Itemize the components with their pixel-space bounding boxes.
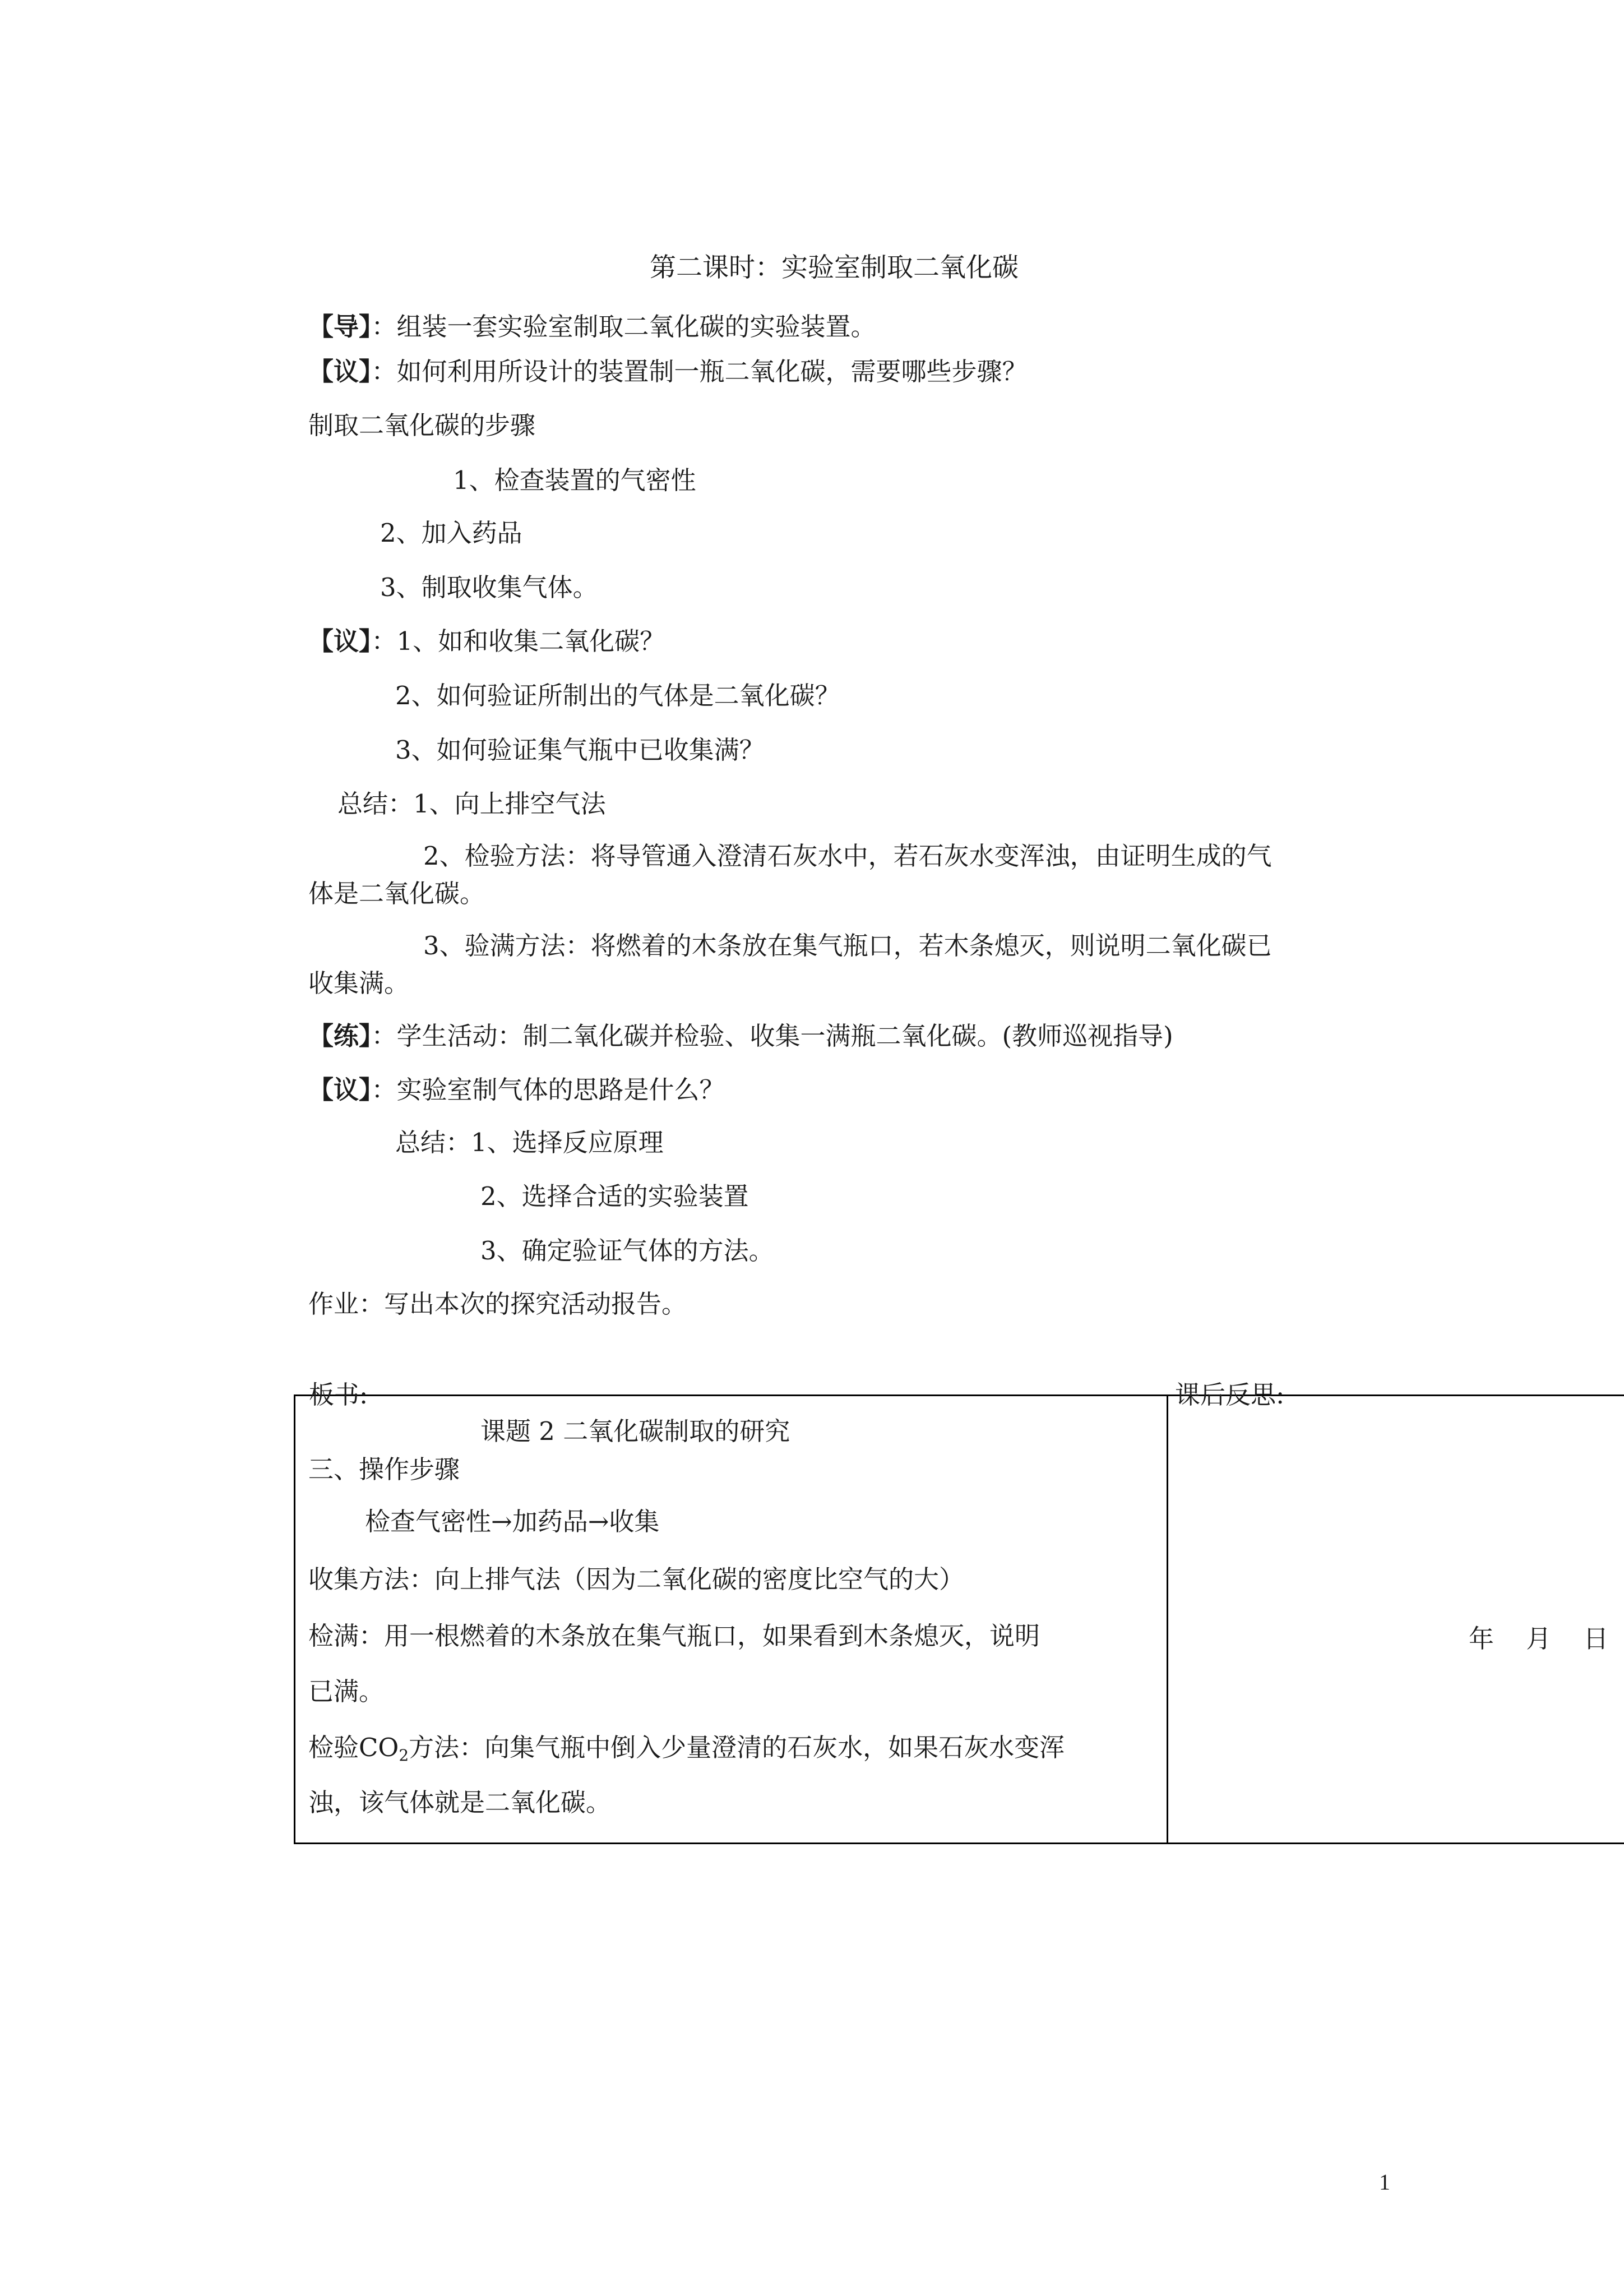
page-title: 第二课时：实验室制取二氧化碳 [650, 252, 1019, 283]
idea-summary-3: 3、确定验证气体的方法。 [480, 1236, 774, 1266]
practice-line [308, 1019, 1173, 1053]
table-divider [1167, 1394, 1168, 1843]
co2-subscript: 2 [399, 1746, 409, 1765]
board-header [309, 1380, 421, 1412]
co2-prefix: 检验CO [308, 1733, 399, 1762]
summary-2-line2: 体是二氧化碳。 [308, 879, 485, 908]
summary-3-line1: 3、验满方法：将燃着的木条放在集气瓶口，若木条熄灭，则说明二氧化碳已 [423, 931, 1272, 961]
practice-text: ：学生活动：制二氧化碳并检验、收集一满瓶二氧化碳。(教师巡视指导) [371, 1021, 1173, 1051]
discussion-line-3 [308, 1073, 725, 1107]
question-3: 3、如何验证集气瓶中已收集满？ [395, 735, 765, 765]
discussion-line-2 [308, 625, 665, 658]
steps-heading: 制取二氧化碳的步骤 [308, 410, 536, 440]
guide-text: ：组装一套实验室制取二氧化碳的实验装置。 [371, 312, 876, 341]
discussion-text: ：如何利用所设计的装置制一瓶二氧化碳，需要哪些步骤？ [371, 357, 1028, 386]
summary-2-line1: 2、检验方法：将导管通入澄清石灰水中，若石灰水变浑浊，由证明生成的气 [423, 841, 1272, 871]
board-collect: 收集方法：向上排气法（因为二氧化碳的密度比空气的大） [308, 1564, 965, 1594]
idea-summary-1: 总结：1、选择反应原理 [395, 1128, 664, 1157]
homework: 作业：写出本次的探究活动报告。 [308, 1289, 687, 1319]
question-2: 2、如何验证所制出的气体是二氧化碳？ [395, 681, 840, 710]
guide-line [308, 310, 876, 344]
board-steps: 检查气密性→加药品→收集 [365, 1507, 660, 1536]
step-3: 3、制取收集气体。 [380, 572, 598, 602]
reflection-header-text: 课后反思: [1175, 1380, 1285, 1410]
guide-tag: 【导】 [308, 312, 372, 341]
board-co2-check-2: 浊，该气体就是二氧化碳。 [308, 1788, 612, 1817]
discussion-text: ：实验室制气体的思路是什么？ [371, 1075, 725, 1105]
discussion-text: ：1、如和收集二氧化碳？ [371, 626, 665, 656]
page-number: 1 [1379, 2169, 1390, 2195]
board-section: 三、操作步骤 [308, 1454, 460, 1484]
idea-summary-2: 2、选择合适的实验装置 [480, 1181, 749, 1211]
discussion-tag: 【议】 [308, 357, 372, 386]
co2-rest: 方法：向集气瓶中倒入少量澄清的石灰水，如果石灰水变浑 [409, 1733, 1065, 1762]
summary-3-line2: 收集满。 [308, 968, 410, 998]
board-topic: 课题 2 二氧化碳制取的研究 [480, 1416, 790, 1446]
discussion-line-1 [308, 355, 1028, 389]
step-2: 2、加入药品 [380, 518, 522, 548]
summary-1: 总结：1、向上排空气法 [337, 789, 606, 819]
board-co2-check-1 [308, 1731, 1065, 1765]
discussion-tag: 【议】 [308, 1075, 372, 1105]
board-header-text: 板书: [309, 1380, 368, 1410]
reflection-date: 年 月 日 [1469, 1624, 1609, 1654]
board-full-check-2: 已满。 [308, 1677, 385, 1706]
reflection-header [1175, 1380, 1343, 1412]
discussion-tag: 【议】 [308, 626, 372, 656]
practice-tag: 【练】 [308, 1021, 372, 1051]
board-full-check-1: 检满：用一根燃着的木条放在集气瓶口，如果看到木条熄灭，说明 [308, 1621, 1040, 1651]
step-1: 1、检查装置的气密性 [453, 465, 696, 495]
